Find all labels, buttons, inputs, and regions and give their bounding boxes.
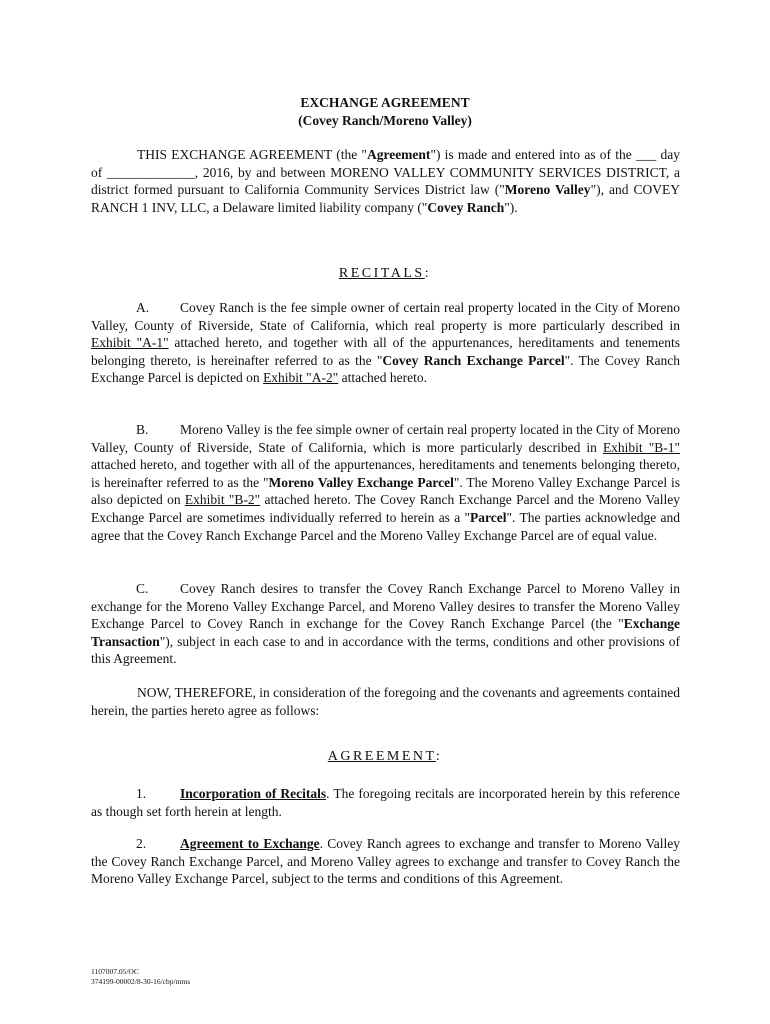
section-1: 1. Incorporation of Recitals. The foregoing recitals are incorporated herein by this reference as though set forth herein at length. <box>91 786 680 819</box>
intro-paragraph: THIS EXCHANGE AGREEMENT (the "Agreement") is made and entered into as of the ___ day of _____________, 2016, by and between MORENO VALLEY COMMUNITY SERVICES DISTRICT, a district formed pursuant to California Community Services District law ("Moreno Valley"), and COVEY RANCH 1 INV, LLC, a Delaware limited liability company ("Covey Ranch"). <box>91 147 681 215</box>
document-subtitle: (Covey Ranch/Moreno Valley) <box>298 113 472 128</box>
document-footer <box>91 967 190 987</box>
now-therefore-paragraph: NOW, THEREFORE, in consideration of the foregoing and the covenants and agreements contained herein, the parties hereto agree as follows: <box>91 685 680 718</box>
recital-a: A. Covey Ranch is the fee simple owner of certain real property located in the City of Moreno Valley, County of Riverside, State of California, which real property is more particularly described in Exhibit "A-1" attached hereto, and together with all of the appurtenances, hereditaments and tenements belonging thereto, is hereinafter referred to as the "Covey Ranch Exchange Parcel". The Covey Ranch Exchange Parcel is depicted on Exhibit "A-2" attached hereto. <box>91 300 681 386</box>
recitals-heading: RECITALS: <box>338 266 432 281</box>
document-title: EXCHANGE AGREEMENT <box>300 95 470 110</box>
agreement-heading: AGREEMENT: <box>327 749 443 764</box>
recital-c: C. Covey Ranch desires to transfer the Covey Ranch Exchange Parcel to Moreno Valley in exchange for the Moreno Valley Exchange Parcel, and Moreno Valley desires to transfer the Moreno Valley Exchange Parcel to Covey Ranch in exchange for the Covey Ranch Exchange Parcel (the "Exchange Transaction"), subject in each case to and in accordance with the terms, conditions and other provisions of this Agreement. <box>91 581 680 667</box>
footer-doc-number: 1107007.05/OC <box>91 967 139 976</box>
section-2: 2. Agreement to Exchange. Covey Ranch agrees to exchange and transfer to Moreno Valley the Covey Ranch Exchange Parcel, and Moreno Valley agrees to exchange and transfer to Covey Ranch the Moreno Valley Exchange Parcel, subject to the terms and conditions of this Agreement. <box>91 836 680 887</box>
footer-doc-ref: 374199-00002/8-30-16/cbp/mms <box>91 977 191 986</box>
recital-b: B. Moreno Valley is the fee simple owner of certain real property located in the City of Moreno Valley, County of Riverside, State of California, which is more particularly described in Exhibit "B-1" attached hereto, and together with all of the appurtenances, hereditaments and tenements belonging thereto, is hereinafter referred to as the "Moreno Valley Exchange Parcel". The Moreno Valley Exchange Parcel is also depicted on Exhibit "B-2" attached hereto. The Covey Ranch Exchange Parcel and the Moreno Valley Exchange Parcel are sometimes individually referred to herein as a "Parcel". The parties acknowledge and agree that the Covey Ranch Exchange Parcel and the Moreno Valley Exchange Parcel are of equal value. <box>91 422 681 543</box>
